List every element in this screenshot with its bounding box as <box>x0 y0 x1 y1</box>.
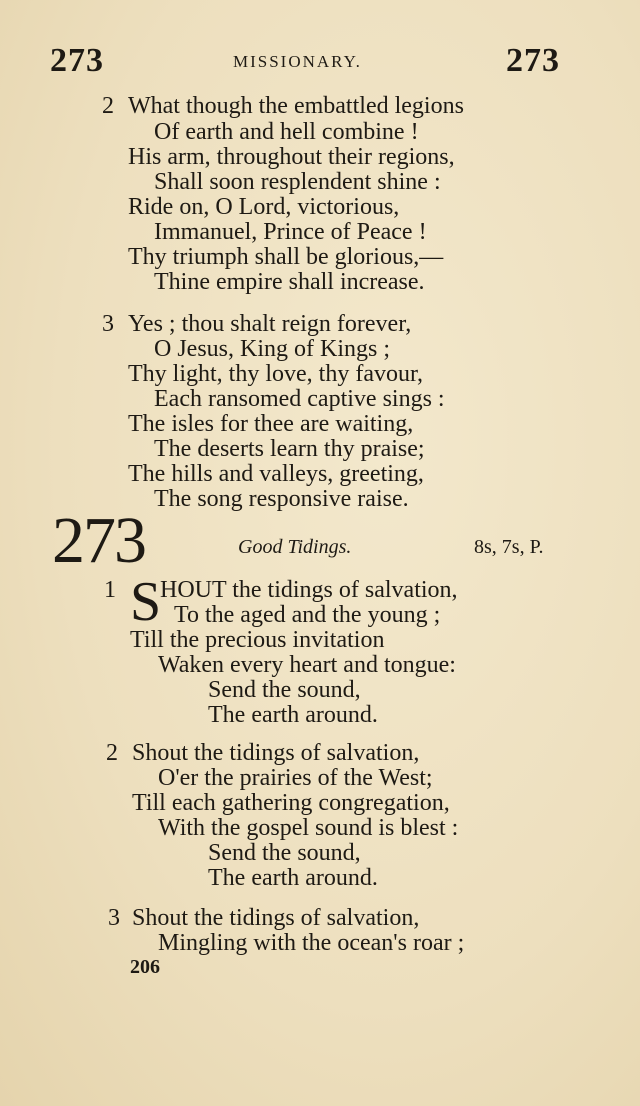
verse-number: 3 <box>102 311 114 337</box>
verse-line: Thy triumph shall be glorious,— <box>128 244 444 270</box>
verse-line: O Jesus, King of Kings ; <box>154 336 391 362</box>
verse-line: The isles for thee are waiting, <box>128 411 414 437</box>
verse-number: 3 <box>108 905 120 931</box>
verse-line: Each ransomed captive sings : <box>154 386 445 412</box>
verse-line: Ride on, O Lord, victorious, <box>128 194 400 220</box>
verse-line: The song responsive raise. <box>154 486 409 512</box>
verse-number: 2 <box>102 93 114 119</box>
verse-line: Shout the tidings of salvation, <box>132 905 420 931</box>
verse-number: 2 <box>106 740 118 766</box>
page-number: 206 <box>130 956 160 978</box>
verse-line: Send the sound, <box>208 840 361 866</box>
verse-line: Till each gathering congregation, <box>132 790 450 816</box>
verse-number: 1 <box>104 577 116 603</box>
verse-line: Till the precious invitation <box>130 627 385 653</box>
verse-line: HOUT the tidings of salvation, <box>160 577 458 603</box>
hymn-meter: 8s, 7s, P. <box>474 536 544 558</box>
verse-line: Shall soon resplendent shine : <box>154 169 441 195</box>
verse-line: His arm, throughout their regions, <box>128 144 455 170</box>
hymn-title: Good Tidings. <box>238 536 352 558</box>
verse-line: Immanuel, Prince of Peace ! <box>154 219 427 245</box>
hymn-number: 273 <box>52 504 145 577</box>
header-right-number: 273 <box>506 42 560 79</box>
header-title: MISSIONARY. <box>233 52 362 71</box>
verse-line: Waken every heart and tongue: <box>158 652 456 678</box>
verse-line: To the aged and the young ; <box>174 602 441 628</box>
verse-line: O'er the prairies of the West; <box>158 765 433 791</box>
verse-line: The earth around. <box>208 702 378 728</box>
verse-line: With the gospel sound is blest : <box>158 815 459 841</box>
header-left-number: 273 <box>50 42 104 79</box>
verse-line: Send the sound, <box>208 677 361 703</box>
verse-line: Thy light, thy love, thy favour, <box>128 361 423 387</box>
verse-line: The deserts learn thy praise; <box>154 436 425 462</box>
verse-line: The hills and valleys, greeting, <box>128 461 424 487</box>
verse-line: Of earth and hell combine ! <box>154 119 419 145</box>
verse-line: Thine empire shall increase. <box>154 269 425 295</box>
verse-line: Shout the tidings of salvation, <box>132 740 420 766</box>
verse-line: Mingling with the ocean's roar ; <box>158 930 465 956</box>
drop-cap: S <box>130 571 162 633</box>
verse-line: The earth around. <box>208 865 378 891</box>
verse-line: Yes ; thou shalt reign forever, <box>128 311 412 337</box>
verse-line: What though the embattled legions <box>128 93 464 119</box>
